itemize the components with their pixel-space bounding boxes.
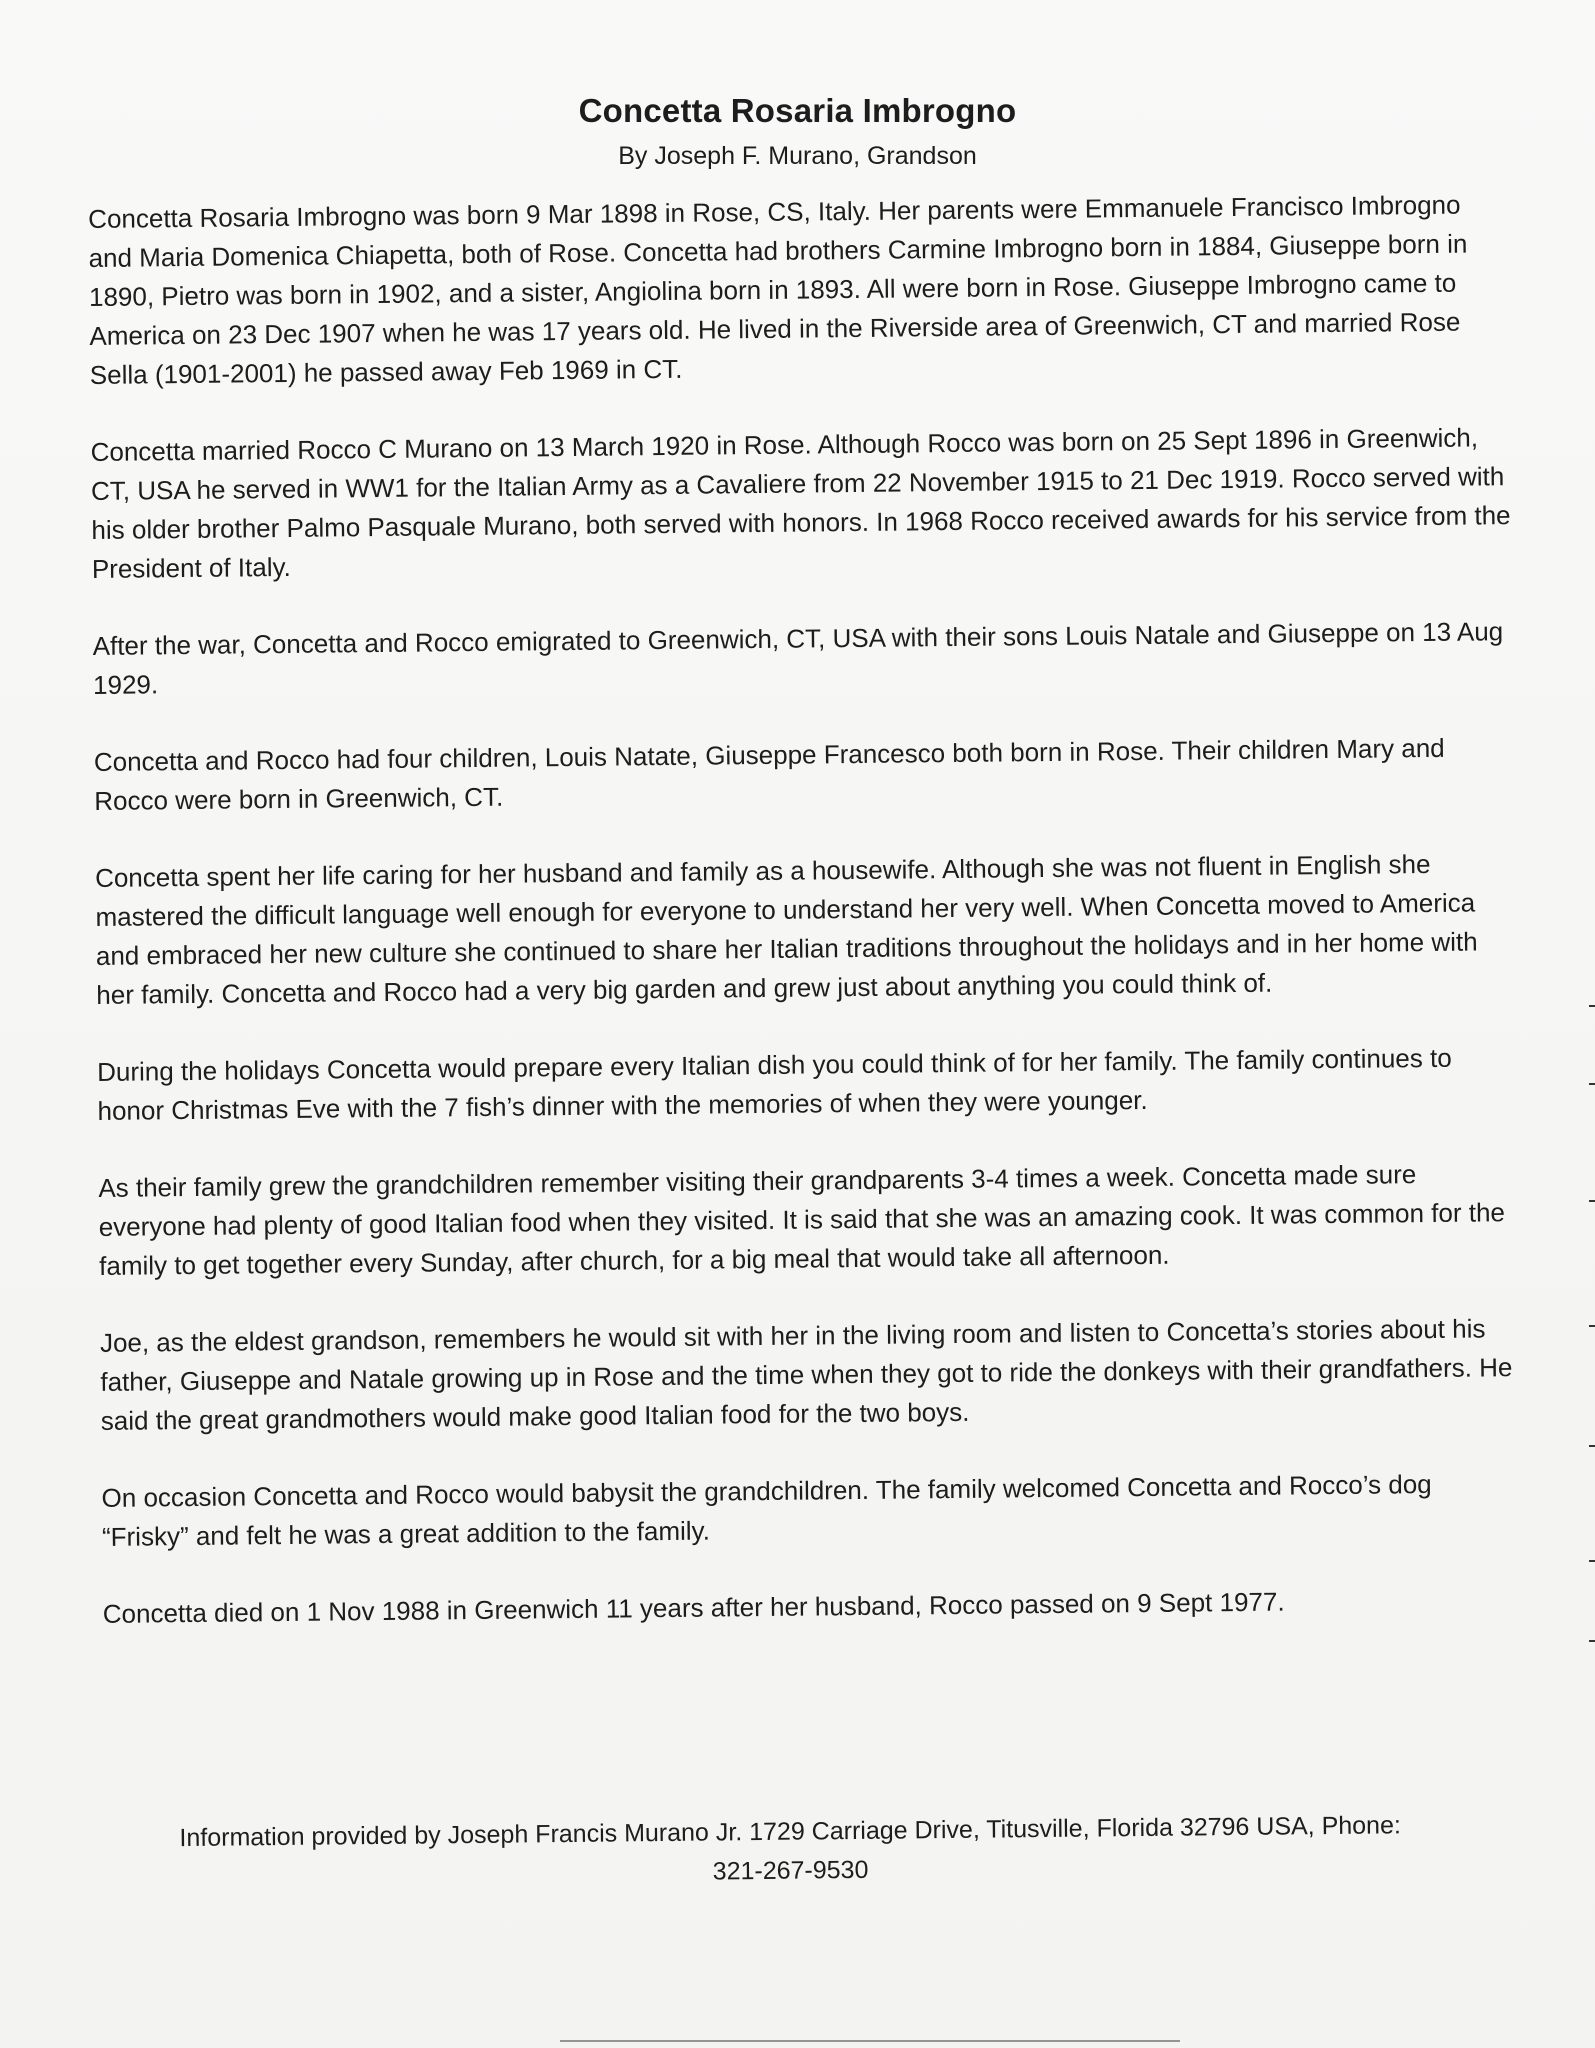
paragraph-5: Concetta spent her life caring for her husband and family as a housewife. Although she was not fluent in English she mastered the difficult language well enough for everyone to understand her very well. When Concetta moved to America and embraced her new culture she continued to share her Italian traditions throughout the holidays and in her home with her family. Concetta and Rocco had a very big garden and grew just about anything you could think of. xyxy=(94,848,1478,1010)
paragraph-3: After the war, Concetta and Rocco emigrated to Greenwich, CT, USA with their sons Louis Natale and Giuseppe on 13 Aug 1929. xyxy=(92,616,1504,700)
edge-mark xyxy=(1589,1445,1595,1447)
paragraph-9: On occasion Concetta and Rocco would babysit the grandchildren. The family welcomed Concetta and Rocco’s dog “Frisky” and felt he was a great addition to the family. xyxy=(101,1469,1432,1552)
document-body xyxy=(88,185,1523,1672)
document-title: Concetta Rosaria Imbrogno xyxy=(578,92,1017,129)
paragraph-4: Concetta and Rocco had four children, Louis Natate, Giuseppe Francesco both born in Rose. Their children Mary and Rocco were born in Greenwich, CT. xyxy=(93,732,1445,816)
document-byline: By Joseph F. Murano, Grandson xyxy=(618,142,977,170)
footer-phone-line: 321-267-9530 xyxy=(712,1855,869,1886)
paragraph-6: During the holidays Concetta would prepare every Italian dish you could think of for her family. The family continues to honor Christmas Eve with the 7 fish’s dinner with the memories of when they were younger. xyxy=(96,1042,1452,1126)
edge-mark xyxy=(1589,1640,1595,1642)
paragraph-8: Joe, as the eldest grandson, remembers he would sit with her in the living room and listen to Concetta’s stories about his father, Giuseppe and Natale growing up in Rose and the time when they got to ride the donkeys with their grandfathers. He said the great grandmothers would make good Italian food for the two boys. xyxy=(99,1313,1513,1436)
page-bottom-edge xyxy=(560,2040,1180,2042)
document-footer xyxy=(90,1805,1491,1898)
paragraph-7: As their family grew the grandchildren remember visiting their grandparents 3-4 times a week. Concetta made sure everyone had plenty of good Italian food when they visited. It is said that she was an amazing cook. It was common for the family to get together every Sunday, after church, for a big meal that would take all afternoon. xyxy=(98,1159,1506,1281)
paragraph-2: Concetta married Rocco C Murano on 13 March 1920 in Rose. Although Rocco was born on 25 Sept 1896 in Greenwich, CT, USA he served in WW1 for the Italian Army as a Cavaliere from 22 November 1915 to 21 Dec 1919. Rocco served with his older brother Palmo Pasquale Murano, both served with honors. In 1968 Rocco received awards for his service from the President of Italy. xyxy=(90,422,1511,584)
edge-mark xyxy=(1589,1083,1595,1085)
edge-mark xyxy=(1589,1200,1595,1202)
paragraph-1: Concetta Rosaria Imbrogno was born 9 Mar 1898 in Rose, CS, Italy. Her parents were Emmanuele Francisco Imbrogno and Maria Domenica Chiapetta, both of Rose. Concetta had brothers Carmine Imbrogno born in 1884, Giuseppe born in 1890, Pietro was born in 1902, and a sister, Angiolina born in 1893. All were born in Rose. Giuseppe Imbrogno came to America on 23 Dec 1907 when he was 17 years old. He lived in the Riverside area of Greenwich, CT and married Rose Sella (1901-2001) he passed away Feb 1969 in CT. xyxy=(88,189,1468,390)
edge-mark xyxy=(1589,1005,1595,1007)
footer-contact-line: Information provided by Joseph Francis Murano Jr. 1729 Carriage Drive, Titusville, Florida 32796 USA, Phone: xyxy=(179,1811,1401,1853)
paragraph-10: Concetta died on 1 Nov 1988 in Greenwich 11 years after her husband, Rocco passed on 9 Sept 1977. xyxy=(102,1586,1285,1629)
edge-mark xyxy=(1589,1325,1595,1327)
edge-mark xyxy=(1589,1560,1595,1562)
